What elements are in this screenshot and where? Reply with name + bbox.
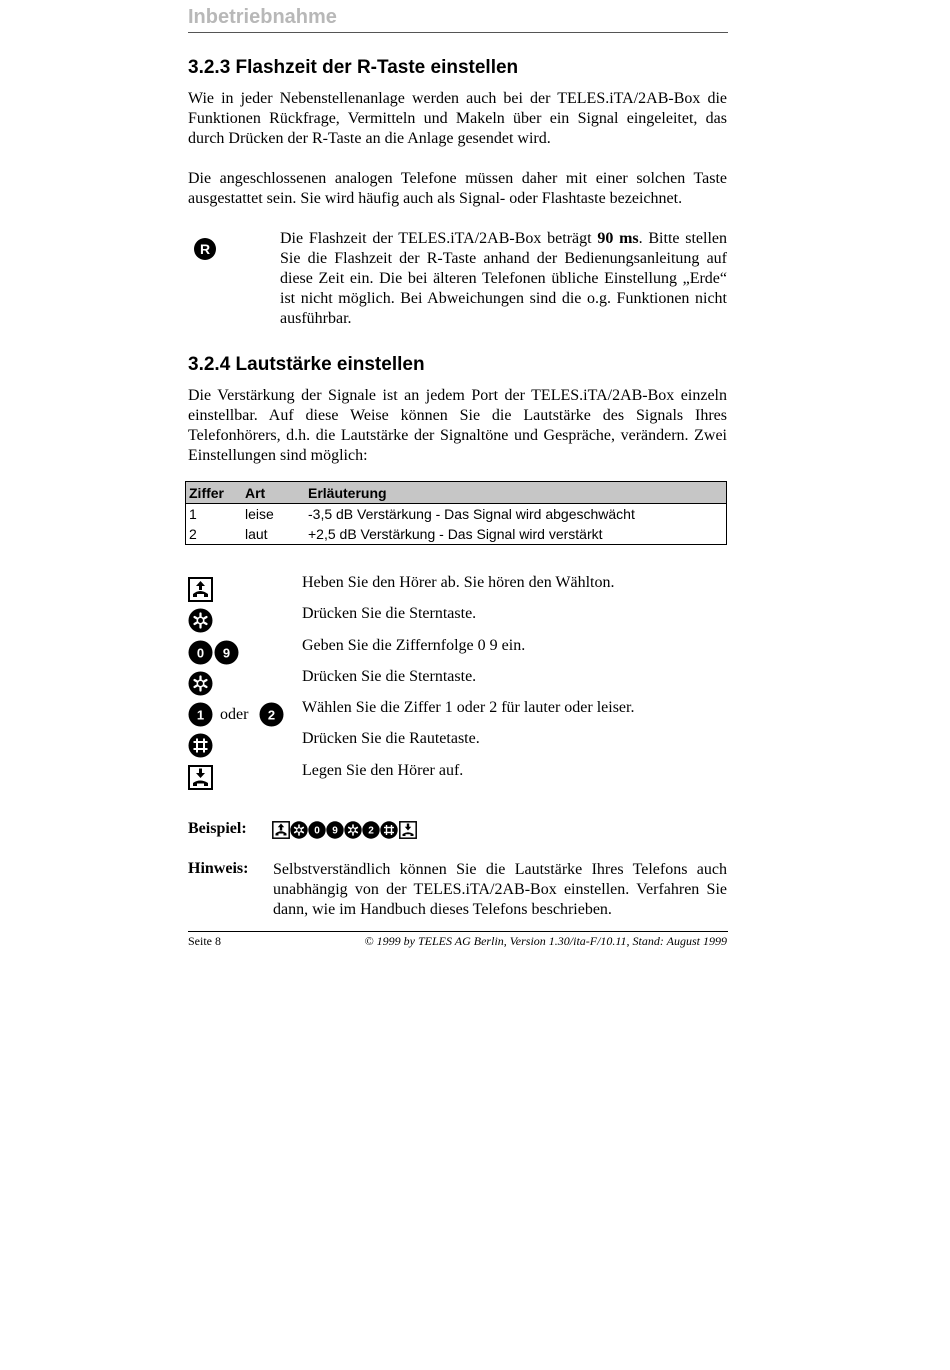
digit-2-key-icon xyxy=(362,821,379,838)
star-key-icon xyxy=(188,608,213,633)
table-row xyxy=(186,504,727,525)
page-number: Seite 8 xyxy=(188,934,221,948)
table-header-erlaeuterung: Erläuterung xyxy=(305,482,727,504)
header-rule xyxy=(188,32,728,33)
svg-text:9: 9 xyxy=(332,825,338,837)
step-text: Wählen Sie die Ziffer 1 oder 2 für lauter oder leiser. xyxy=(302,699,635,716)
star-key-icon xyxy=(344,821,361,838)
handset-hangup-icon xyxy=(188,765,213,790)
r-key-icon xyxy=(193,237,217,261)
example-label: Beispiel: xyxy=(188,820,247,837)
step-text: Heben Sie den Hörer ab. Sie hören den Wählton. xyxy=(302,574,615,591)
example-key-sequence xyxy=(272,821,418,839)
handset-lift-icon xyxy=(273,822,289,838)
hint-text: Selbstverständlich können Sie die Lautstärke Ihres Telefons auch unabhängig von der TELES.iTA/2AB-Box einstellen. Verfahren Sie dann, wie im Handbuch dieses Telefons beschrieben. xyxy=(273,861,727,918)
table-header-ziffer: Ziffer xyxy=(186,482,243,504)
table-cell: 1 xyxy=(189,506,197,522)
running-title: Inbetriebnahme xyxy=(188,6,337,28)
svg-text:2: 2 xyxy=(267,707,276,723)
table-cell: +2,5 dB Verstärkung - Das Signal wird verstärkt xyxy=(308,526,603,542)
paragraph-flashzeit-phones: Die angeschlossenen analogen Telefone müssen daher mit einer solchen Taste ausgestattet sein. Sie wird häufig auch als Signal- oder Flashtaste bezeichnet. xyxy=(188,170,727,207)
table-header-row xyxy=(186,482,727,504)
section-heading-lautstaerke: 3.2.4 Lautstärke einstellen xyxy=(188,354,425,375)
step-text: Drücken Sie die Sterntaste. xyxy=(302,668,477,685)
table-header-art: Art xyxy=(242,482,305,504)
digit-0-key-icon xyxy=(188,640,213,665)
digit-2-key-icon xyxy=(259,702,284,727)
svg-text:0: 0 xyxy=(196,645,205,661)
digit-0-key-icon xyxy=(308,821,325,838)
footer-rule xyxy=(188,931,728,932)
section-heading-flashzeit: 3.2.3 Flashzeit der R-Taste einstellen xyxy=(188,57,519,78)
step-text: Geben Sie die Ziffernfolge 0 9 ein. xyxy=(302,637,526,654)
table-cell: 2 xyxy=(189,526,197,542)
note-flash-value: 90 ms xyxy=(597,230,639,247)
flashzeit-note xyxy=(280,229,727,329)
digit-1-key-icon xyxy=(188,702,213,727)
step-text: Legen Sie den Hörer auf. xyxy=(302,762,464,779)
star-key-icon xyxy=(290,821,307,838)
note-text-before: Die Flashzeit der TELES.iTA/2AB-Box beträgt xyxy=(280,230,598,247)
svg-text:1: 1 xyxy=(196,707,205,723)
table-row xyxy=(186,524,727,545)
step-text: Drücken Sie die Sterntaste. xyxy=(302,605,477,622)
paragraph-lautstaerke-intro: Die Verstärkung der Signale ist an jedem Port der TELES.iTA/2AB-Box einzeln einstellbar. Auf diese Weise können Sie die Lautstärke des Signals Ihres Telefonhörers, d.h. die Lautstärke der Signaltöne und Gespräche, verändern. Zwei Einstellungen sind möglich: xyxy=(188,387,727,464)
star-key-icon xyxy=(188,671,213,696)
handset-lift-icon xyxy=(188,577,213,602)
volume-settings-table xyxy=(185,481,727,545)
svg-text:9: 9 xyxy=(222,645,231,661)
svg-text:R: R xyxy=(199,241,211,257)
table-cell: -3,5 dB Verstärkung - Das Signal wird abgeschwächt xyxy=(308,506,635,522)
hint-label: Hinweis: xyxy=(188,860,249,877)
table-cell: leise xyxy=(245,506,274,522)
hash-key-icon xyxy=(188,733,213,758)
paragraph-flashzeit-intro: Wie in jeder Nebenstellenanlage werden auch bei der TELES.iTA/2AB-Box die Funktionen Rückfrage, Vermitteln und Makeln über ein Signal eingeleitet, das durch Drücken der R-Taste an die Anlage gesendet wird. xyxy=(188,90,727,147)
digit-9-key-icon xyxy=(326,821,343,838)
digit-9-key-icon xyxy=(214,640,239,665)
oder-label: oder xyxy=(220,706,249,723)
svg-text:0: 0 xyxy=(314,825,320,837)
handset-hangup-icon xyxy=(400,822,416,838)
note-text-after: . Bitte stellen Sie die Flashzeit der R-Taste anhand der Bedienungsanleitung auf diese Zeit ein. Die bei älteren Telefonen übliche Einstellung „Erde“ ist nicht möglich. Bei Abweichungen sind die o.g. Funktionen nicht ausführbar. xyxy=(280,230,728,327)
step-text: Drücken Sie die Rautetaste. xyxy=(302,730,480,747)
copyright-notice: © 1999 by TELES AG Berlin, Version 1.30/ita-F/10.11, Stand: August 1999 xyxy=(364,934,727,948)
svg-text:2: 2 xyxy=(368,825,374,837)
table-cell: laut xyxy=(245,526,268,542)
hash-key-icon xyxy=(380,821,397,838)
